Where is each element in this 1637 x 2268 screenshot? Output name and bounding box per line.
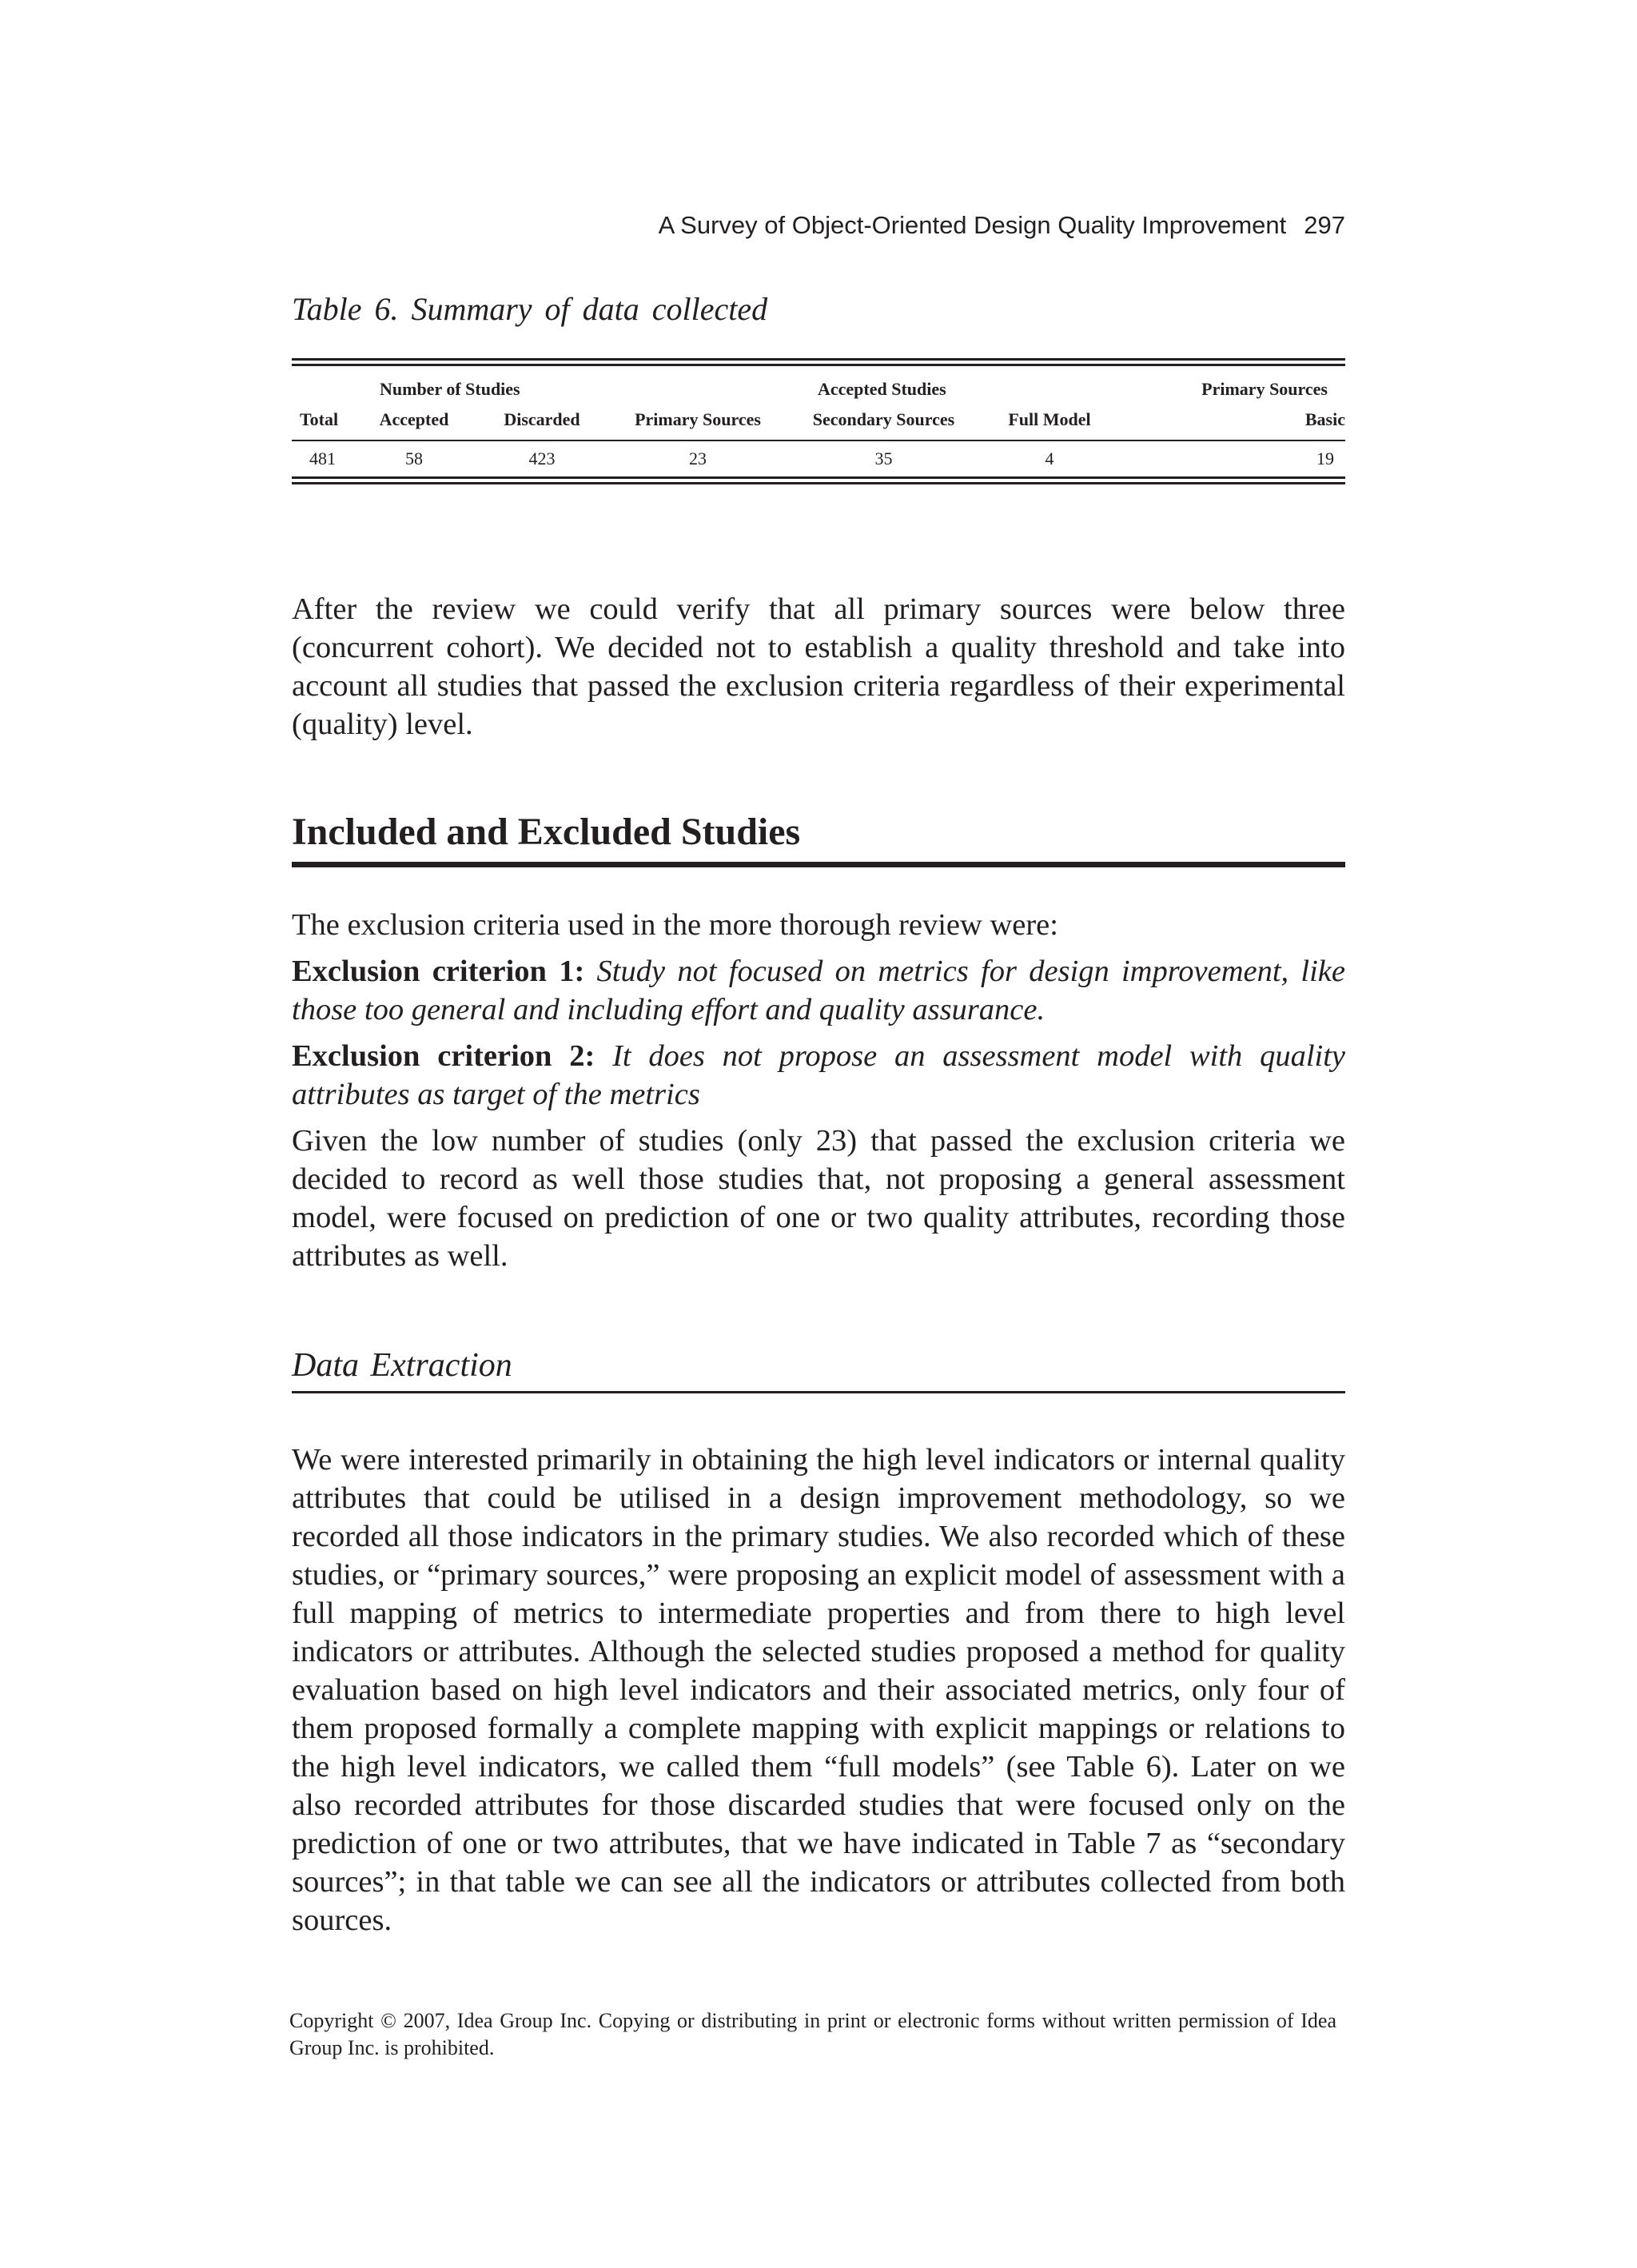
column-header-basic: Basic [1304, 409, 1345, 429]
column-header-discarded: Discarded [504, 409, 580, 429]
cell-full-model: 4 [1045, 448, 1054, 468]
criteria-closing-paragraph: Given the low number of studies (only 23) that passed the exclusion criteria we decided to record as well those studies that, not proposing a general assessment model, were focused on prediction of one or two quality attributes, recording those attributes as well. [292, 1124, 1345, 1273]
criterion-2-label: Exclusion criterion 2: [292, 1039, 595, 1073]
criterion-2-text: It does not propose an assessment model with quality attributes as target of the metrics [292, 1039, 1345, 1111]
table-bottom-rule [292, 476, 1345, 484]
group-header-number-of-studies: Number of Studies [380, 379, 520, 399]
cell-accepted: 58 [405, 448, 423, 468]
criteria-lead: The exclusion criteria used in the more thorough review were: [292, 908, 1058, 942]
data-table [292, 366, 1345, 440]
subsection-heading: Data Extraction [292, 1345, 1345, 1393]
page-number: 297 [1304, 211, 1345, 239]
criterion-1 [292, 952, 1345, 1029]
column-header-primary-sources: Primary Sources [635, 409, 761, 429]
table-top-rule [292, 358, 1345, 366]
intro-paragraph-block [292, 590, 1345, 743]
group-header-primary-sources: Primary Sources [1201, 379, 1328, 399]
cell-primary-sources: 23 [689, 448, 707, 468]
data-table-values [292, 441, 1345, 476]
criterion-2 [292, 1037, 1345, 1114]
criterion-1-label: Exclusion criterion 1: [292, 955, 585, 988]
running-header [292, 209, 1345, 241]
column-header-secondary-sources: Secondary Sources [812, 409, 955, 429]
data-extraction-block [292, 1441, 1345, 1939]
group-header-accepted-studies: Accepted Studies [818, 379, 946, 399]
criterion-1-text: Study not focused on metrics for design improvement, like those too general and including effort and quality assurance. [292, 955, 1345, 1026]
column-header-accepted: Accepted [379, 409, 449, 429]
copyright-footer: Copyright © 2007, Idea Group Inc. Copying or distributing in print or electronic forms without written permission of Idea Group Inc. is prohibited. [289, 2009, 1336, 2059]
table-column-header-row [292, 400, 1345, 440]
exclusion-criteria-block [292, 906, 1345, 1283]
running-title: A Survey of Object-Oriented Design Quality Improvement [658, 211, 1287, 239]
cell-secondary-sources: 35 [874, 448, 893, 468]
table-group-header-row [292, 366, 1345, 400]
cell-discarded: 423 [528, 448, 556, 468]
table-row [292, 441, 1345, 476]
summary-table [292, 358, 1345, 484]
column-header-full-model: Full Model [1008, 409, 1091, 429]
cell-basic: 19 [1316, 448, 1334, 468]
section-heading: Included and Excluded Studies [292, 807, 1345, 867]
data-extraction-paragraph: We were interested primarily in obtaining the high level indicators or internal quality attributes that could be utilised in a design improvement methodology, so we recorded all those indicators in the primary studies. We also recorded which of these studies, or “primary sources,” were proposing an explicit model of assessment with a full mapping of metrics to intermediate properties and from there to high level indicators or attributes. Although the selected studies proposed a method for quality evaluation based on high level indicators and their associated metrics, only four of them proposed formally a complete mapping with explicit mappings or relations to the high level indicators, we called them “full models” (see Table 6). Later on we also recorded attributes for those discarded studies that were focused only on the prediction of one or two attributes, that we have indicated in Table 7 as “secondary sources”; in that table we can see all the indicators or attributes collected from both sources. [292, 1443, 1345, 1937]
column-header-total: Total [300, 409, 339, 429]
table-caption: Table 6. Summary of data collected [292, 291, 768, 327]
cell-total: 481 [309, 448, 336, 468]
intro-paragraph: After the review we could verify that all primary sources were below three (concurrent cohort). We decided not to establish a quality threshold and take into account all studies that passed the exclusion criteria regardless of their experimental (quality) level. [292, 592, 1345, 741]
